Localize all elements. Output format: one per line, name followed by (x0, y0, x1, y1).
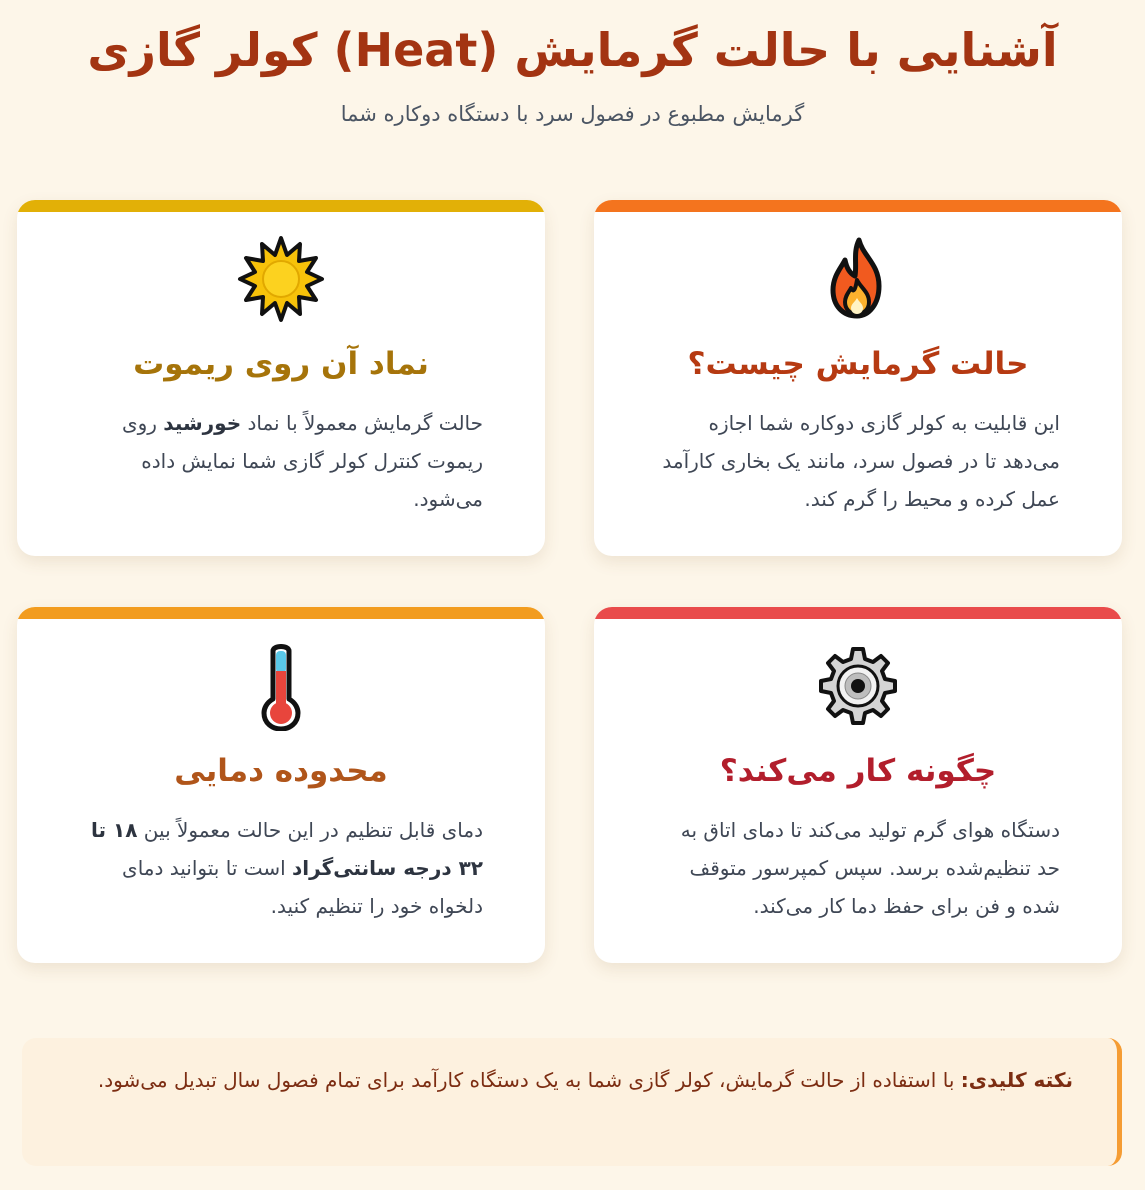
card-title: نماد آن روی ریموت (133, 346, 429, 382)
key-note-body: با استفاده از حالت گرمایش، کولر گازی شما به یک دستگاه کارآمد برای تمام فصول سال تبدیل می‌شود. (97, 1068, 961, 1092)
card-text (79, 404, 483, 518)
card-text-part: حالت گرمایش معمولاً با نماد (241, 411, 483, 435)
fire-icon (813, 234, 903, 324)
card-accent-bar (17, 200, 545, 212)
card-text: این قابلیت به کولر گازی دوکاره شما اجازه می‌دهد تا در فصول سرد، مانند یک بخاری کارآمد عمل کرده و محیط را گرم کند. (662, 411, 1060, 511)
card-title: چگونه کار می‌کند؟ (719, 753, 997, 789)
key-note-box (22, 1038, 1122, 1166)
key-note-text (62, 1060, 1073, 1100)
thermometer-icon (236, 641, 326, 731)
page-subtitle: گرمایش مطبوع در فصول سرد با دستگاه دوکاره شما (340, 102, 805, 126)
gear-icon (813, 641, 903, 731)
card-how-it-works (594, 607, 1122, 963)
card-heat-what (594, 200, 1122, 556)
card-accent-bar (594, 607, 1122, 619)
page-title: آشنایی با حالت گرمایش (Heat) کولر گازی (87, 23, 1058, 77)
card-text-highlight: ۱۸ تا ۳۲ درجه سانتی‌گراد (91, 818, 483, 880)
card-text-highlight: خورشید (163, 411, 242, 435)
card-title: محدوده دمایی (174, 753, 388, 789)
card-title: حالت گرمایش چیست؟ (687, 346, 1029, 382)
card-text-part: است تا بتوانید دمای دلخواه خود را تنظیم کنید. (122, 856, 483, 918)
card-text: دستگاه هوای گرم تولید می‌کند تا دمای اتاق به حد تنظیم‌شده برسد. سپس کمپرسور متوقف شده و فن برای حفظ دما کار می‌کند. (680, 818, 1060, 918)
card-text (79, 811, 483, 925)
card-temp-range (17, 607, 545, 963)
card-text-part: روی ریموت کنترل کولر گازی شما نمایش داده می‌شود. (121, 411, 483, 511)
card-accent-bar (594, 200, 1122, 212)
key-note-label: نکته کلیدی: (960, 1068, 1073, 1092)
card-text-part: دمای قابل تنظیم در این حالت معمولاً بین (137, 818, 483, 842)
card-remote-symbol (17, 200, 545, 556)
sun-icon (236, 234, 326, 324)
card-accent-bar (17, 607, 545, 619)
